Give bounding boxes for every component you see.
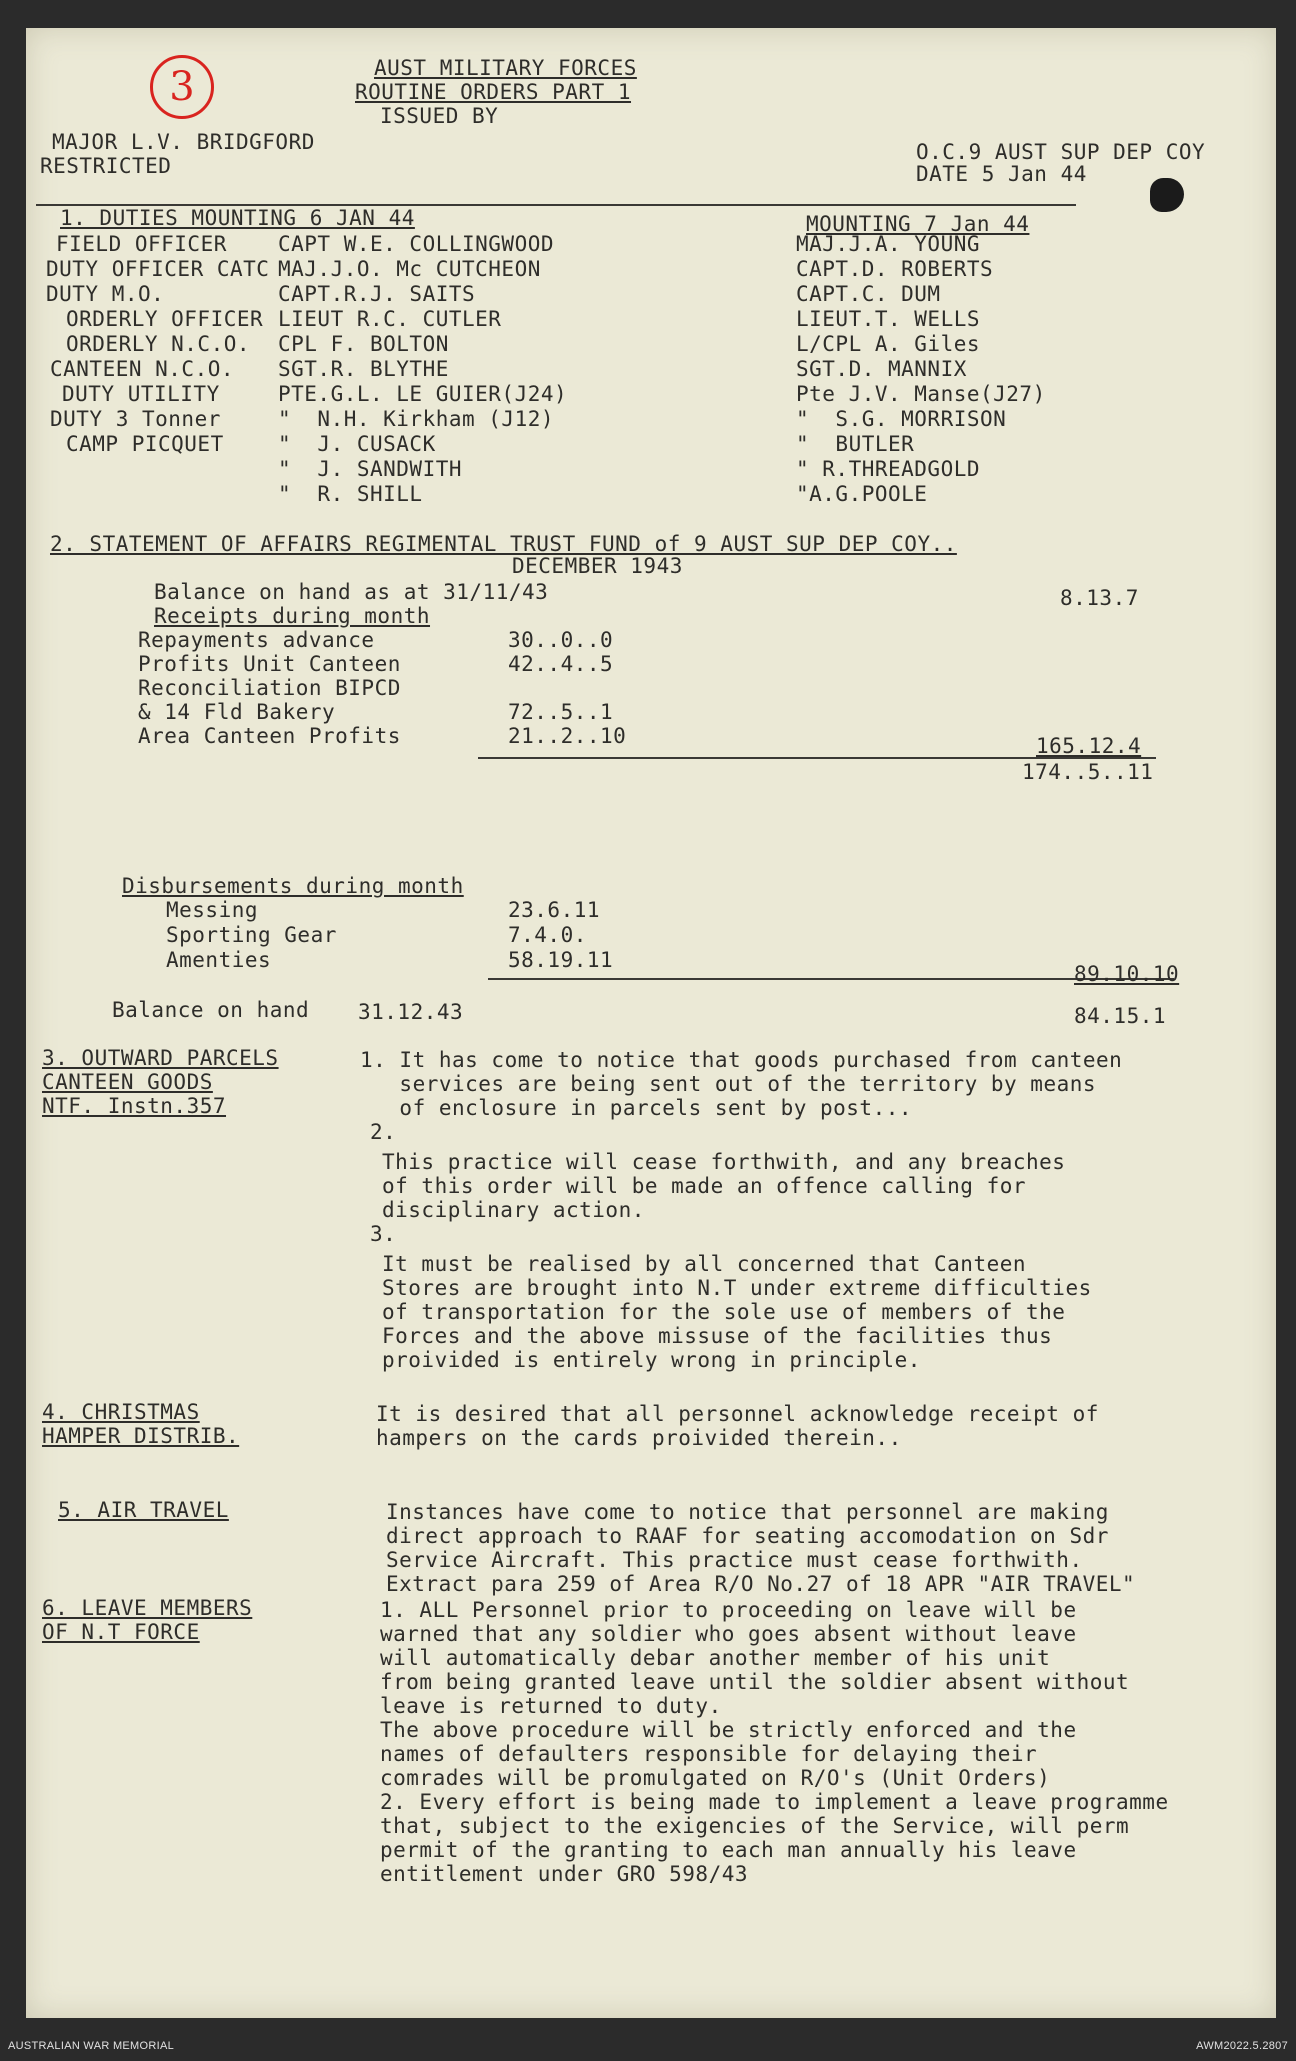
- header-issued-by: ISSUED BY: [380, 104, 499, 128]
- section-text: 2.: [370, 1120, 397, 1144]
- grand-total: 174..5..11: [1022, 760, 1154, 784]
- section-text: leave is returned to duty.: [380, 1694, 722, 1718]
- duty-role: DUTY UTILITY: [62, 382, 220, 406]
- section-text: 3.: [370, 1222, 397, 1246]
- duty-role: CANTEEN N.C.O.: [50, 357, 235, 381]
- receipt-item: Area Canteen Profits: [138, 724, 401, 748]
- duty-assignee-day2: " S.G. MORRISON: [796, 407, 1007, 431]
- duty-assignee-day1: PTE.G.L. LE GUIER(J24): [278, 382, 568, 406]
- section-title: HAMPER DISTRIB.: [42, 1424, 240, 1448]
- disbursements-total: 89.10.10: [1074, 962, 1180, 986]
- section-text: The above procedure will be strictly enforced and the: [380, 1718, 1077, 1742]
- section-text: will automatically debar another member of his unit: [380, 1646, 1051, 1670]
- section-text: This practice will cease forthwith, and any breaches: [382, 1150, 1066, 1174]
- duty-assignee-day1: LIEUT R.C. CUTLER: [278, 307, 502, 331]
- disbursement-amount: 7.4.0.: [508, 923, 587, 947]
- section-text: that, subject to the exigencies of the Service, will perm: [380, 1814, 1130, 1838]
- duty-assignee-day2: " BUTLER: [796, 432, 915, 456]
- section-text: hampers on the cards proivided therein..: [376, 1426, 902, 1450]
- section-title: 3. OUTWARD PARCELS: [42, 1046, 279, 1070]
- section-text: disciplinary action.: [382, 1198, 645, 1222]
- section-text: names of defaulters responsible for delaying their: [380, 1742, 1038, 1766]
- section-title: 6. LEAVE MEMBERS: [42, 1596, 253, 1620]
- receipt-amount: 30..0..0: [508, 628, 614, 652]
- duty-assignee-day2: " R.THREADGOLD: [796, 457, 981, 481]
- receipt-item: Profits Unit Canteen: [138, 652, 401, 676]
- footer-left: AUSTRALIAN WAR MEMORIAL: [8, 2040, 175, 2052]
- duty-assignee-day1: MAJ.J.O. Mc CUTCHEON: [278, 257, 541, 281]
- duty-role: DUTY M.O.: [46, 282, 165, 306]
- section-text: of enclosure in parcels sent by post...: [360, 1096, 913, 1120]
- opening-balance-label: Balance on hand as at 31/11/43: [154, 580, 549, 604]
- section-text: of this order will be made an offence calling for: [382, 1174, 1027, 1198]
- fund-heading: 2. STATEMENT OF AFFAIRS REGIMENTAL TRUST FUND of 9 AUST SUP DEP COY..: [50, 532, 957, 556]
- section-text: Service Aircraft. This practice must cease forthwith.: [386, 1548, 1083, 1572]
- duty-assignee-day2: MAJ.J.A. YOUNG: [796, 232, 981, 256]
- duty-assignee-day1: " N.H. Kirkham (J12): [278, 407, 555, 431]
- header-subtitle: ROUTINE ORDERS PART 1: [355, 80, 632, 104]
- receipt-amount: 42..4..5: [508, 652, 614, 676]
- duty-assignee-day2: Pte J.V. Manse(J27): [796, 382, 1046, 406]
- section-text: direct approach to RAAF for seating accomodation on Sdr: [386, 1524, 1109, 1548]
- section-text: 2. Every effort is being made to implement a leave programme: [380, 1790, 1169, 1814]
- section-text: proivided is entirely wrong in principle.: [382, 1348, 921, 1372]
- section-text: of transportation for the sole use of members of the: [382, 1300, 1066, 1324]
- order-date: DATE 5 Jan 44: [916, 162, 1087, 186]
- duty-assignee-day1: CAPT.R.J. SAITS: [278, 282, 476, 306]
- disbursements-label: Disbursements during month: [122, 874, 464, 898]
- closing-balance-label: Balance on hand: [112, 998, 310, 1022]
- duty-assignee-day1: " R. SHILL: [278, 482, 423, 506]
- disbursement-amount: 23.6.11: [508, 898, 601, 922]
- section-text: from being granted leave until the soldier absent without: [380, 1670, 1130, 1694]
- disbursements-rule: [488, 978, 1174, 980]
- receipt-item: Reconciliation BIPCD: [138, 676, 401, 700]
- restricted-label: RESTRICTED: [40, 154, 172, 178]
- duty-assignee-day1: CPL F. BOLTON: [278, 332, 449, 356]
- section-text: warned that any soldier who goes absent without leave: [380, 1622, 1077, 1646]
- section-text: entitlement under GRO 598/43: [380, 1862, 749, 1886]
- disbursement-item: Amenties: [166, 948, 272, 972]
- duty-assignee-day1: SGT.R. BLYTHE: [278, 357, 449, 381]
- duty-role: ORDERLY OFFICER: [66, 307, 264, 331]
- receipt-item: & 14 Fld Bakery: [138, 700, 336, 724]
- duties-heading: 1. DUTIES MOUNTING 6 JAN 44: [60, 206, 415, 230]
- section-text: permit of the granting to each man annually his leave: [380, 1838, 1077, 1862]
- disbursement-item: Messing: [166, 898, 259, 922]
- section-text: Instances have come to notice that personnel are making: [386, 1500, 1109, 1524]
- section-text: Extract para 259 of Area R/O No.27 of 18 APR "AIR TRAVEL": [386, 1572, 1136, 1596]
- duty-assignee-day1: " J. CUSACK: [278, 432, 436, 456]
- section-title: 5. AIR TRAVEL: [58, 1498, 229, 1522]
- section-text: 1. It has come to notice that goods purchased from canteen: [360, 1048, 1123, 1072]
- duty-role: ORDERLY N.C.O.: [66, 332, 251, 356]
- disbursement-item: Sporting Gear: [166, 923, 337, 947]
- unit-designation: O.C.9 AUST SUP DEP COY: [916, 140, 1206, 164]
- duty-assignee-day2: SGT.D. MANNIX: [796, 357, 967, 381]
- duties-heading-right: MOUNTING 7 Jan 44: [806, 212, 1030, 236]
- section-text: It is desired that all personnel acknowledge receipt of: [376, 1402, 1099, 1426]
- duty-role: CAMP PICQUET: [66, 432, 224, 456]
- section-text: services are being sent out of the territory by means: [360, 1072, 1097, 1096]
- section-title: OF N.T FORCE: [42, 1620, 200, 1644]
- receipts-label: Receipts during month: [154, 604, 431, 628]
- duty-assignee-day2: LIEUT.T. WELLS: [796, 307, 981, 331]
- circled-number-mark: 3: [150, 55, 214, 119]
- duty-assignee-day1: " J. SANDWITH: [278, 457, 463, 481]
- section-text: It must be realised by all concerned that Canteen: [382, 1252, 1027, 1276]
- receipt-amount: 72..5..1: [508, 700, 614, 724]
- duty-assignee-day2: "A.G.POOLE: [796, 482, 928, 506]
- section-title: NTF. Instn.357: [42, 1094, 227, 1118]
- section-text: Stores are brought into N.T under extreme difficulties: [382, 1276, 1092, 1300]
- fund-period: DECEMBER 1943: [512, 554, 683, 578]
- receipt-item: Repayments advance: [138, 628, 375, 652]
- duty-assignee-day1: CAPT W.E. COLLINGWOOD: [278, 232, 555, 256]
- receipt-amount: 21..2..10: [508, 724, 627, 748]
- opening-balance-value: 8.13.7: [1060, 586, 1139, 610]
- section-text: Forces and the above missuse of the facilities thus: [382, 1324, 1053, 1348]
- header-title: AUST MILITARY FORCES: [374, 56, 637, 80]
- closing-balance-value: 84.15.1: [1074, 1004, 1167, 1028]
- footer-right: AWM2022.5.2807: [1196, 2040, 1288, 2052]
- section-title: 4. CHRISTMAS: [42, 1400, 200, 1424]
- duty-assignee-day2: CAPT.C. DUM: [796, 282, 941, 306]
- issuer-name: MAJOR L.V. BRIDGFORD: [52, 130, 315, 154]
- disbursement-amount: 58.19.11: [508, 948, 614, 972]
- receipts-total: 165.12.4: [1036, 734, 1142, 758]
- duty-role: DUTY OFFICER CATC: [46, 257, 270, 281]
- duty-assignee-day2: CAPT.D. ROBERTS: [796, 257, 994, 281]
- closing-balance-date: 31.12.43: [358, 1000, 464, 1024]
- duty-role: DUTY 3 Tonner: [50, 407, 221, 431]
- duty-role: FIELD OFFICER: [56, 232, 227, 256]
- section-title: CANTEEN GOODS: [42, 1070, 213, 1094]
- duty-assignee-day2: L/CPL A. Giles: [796, 332, 981, 356]
- section-text: comrades will be promulgated on R/O's (Unit Orders): [380, 1766, 1051, 1790]
- section-text: 1. ALL Personnel prior to proceeding on leave will be: [380, 1598, 1077, 1622]
